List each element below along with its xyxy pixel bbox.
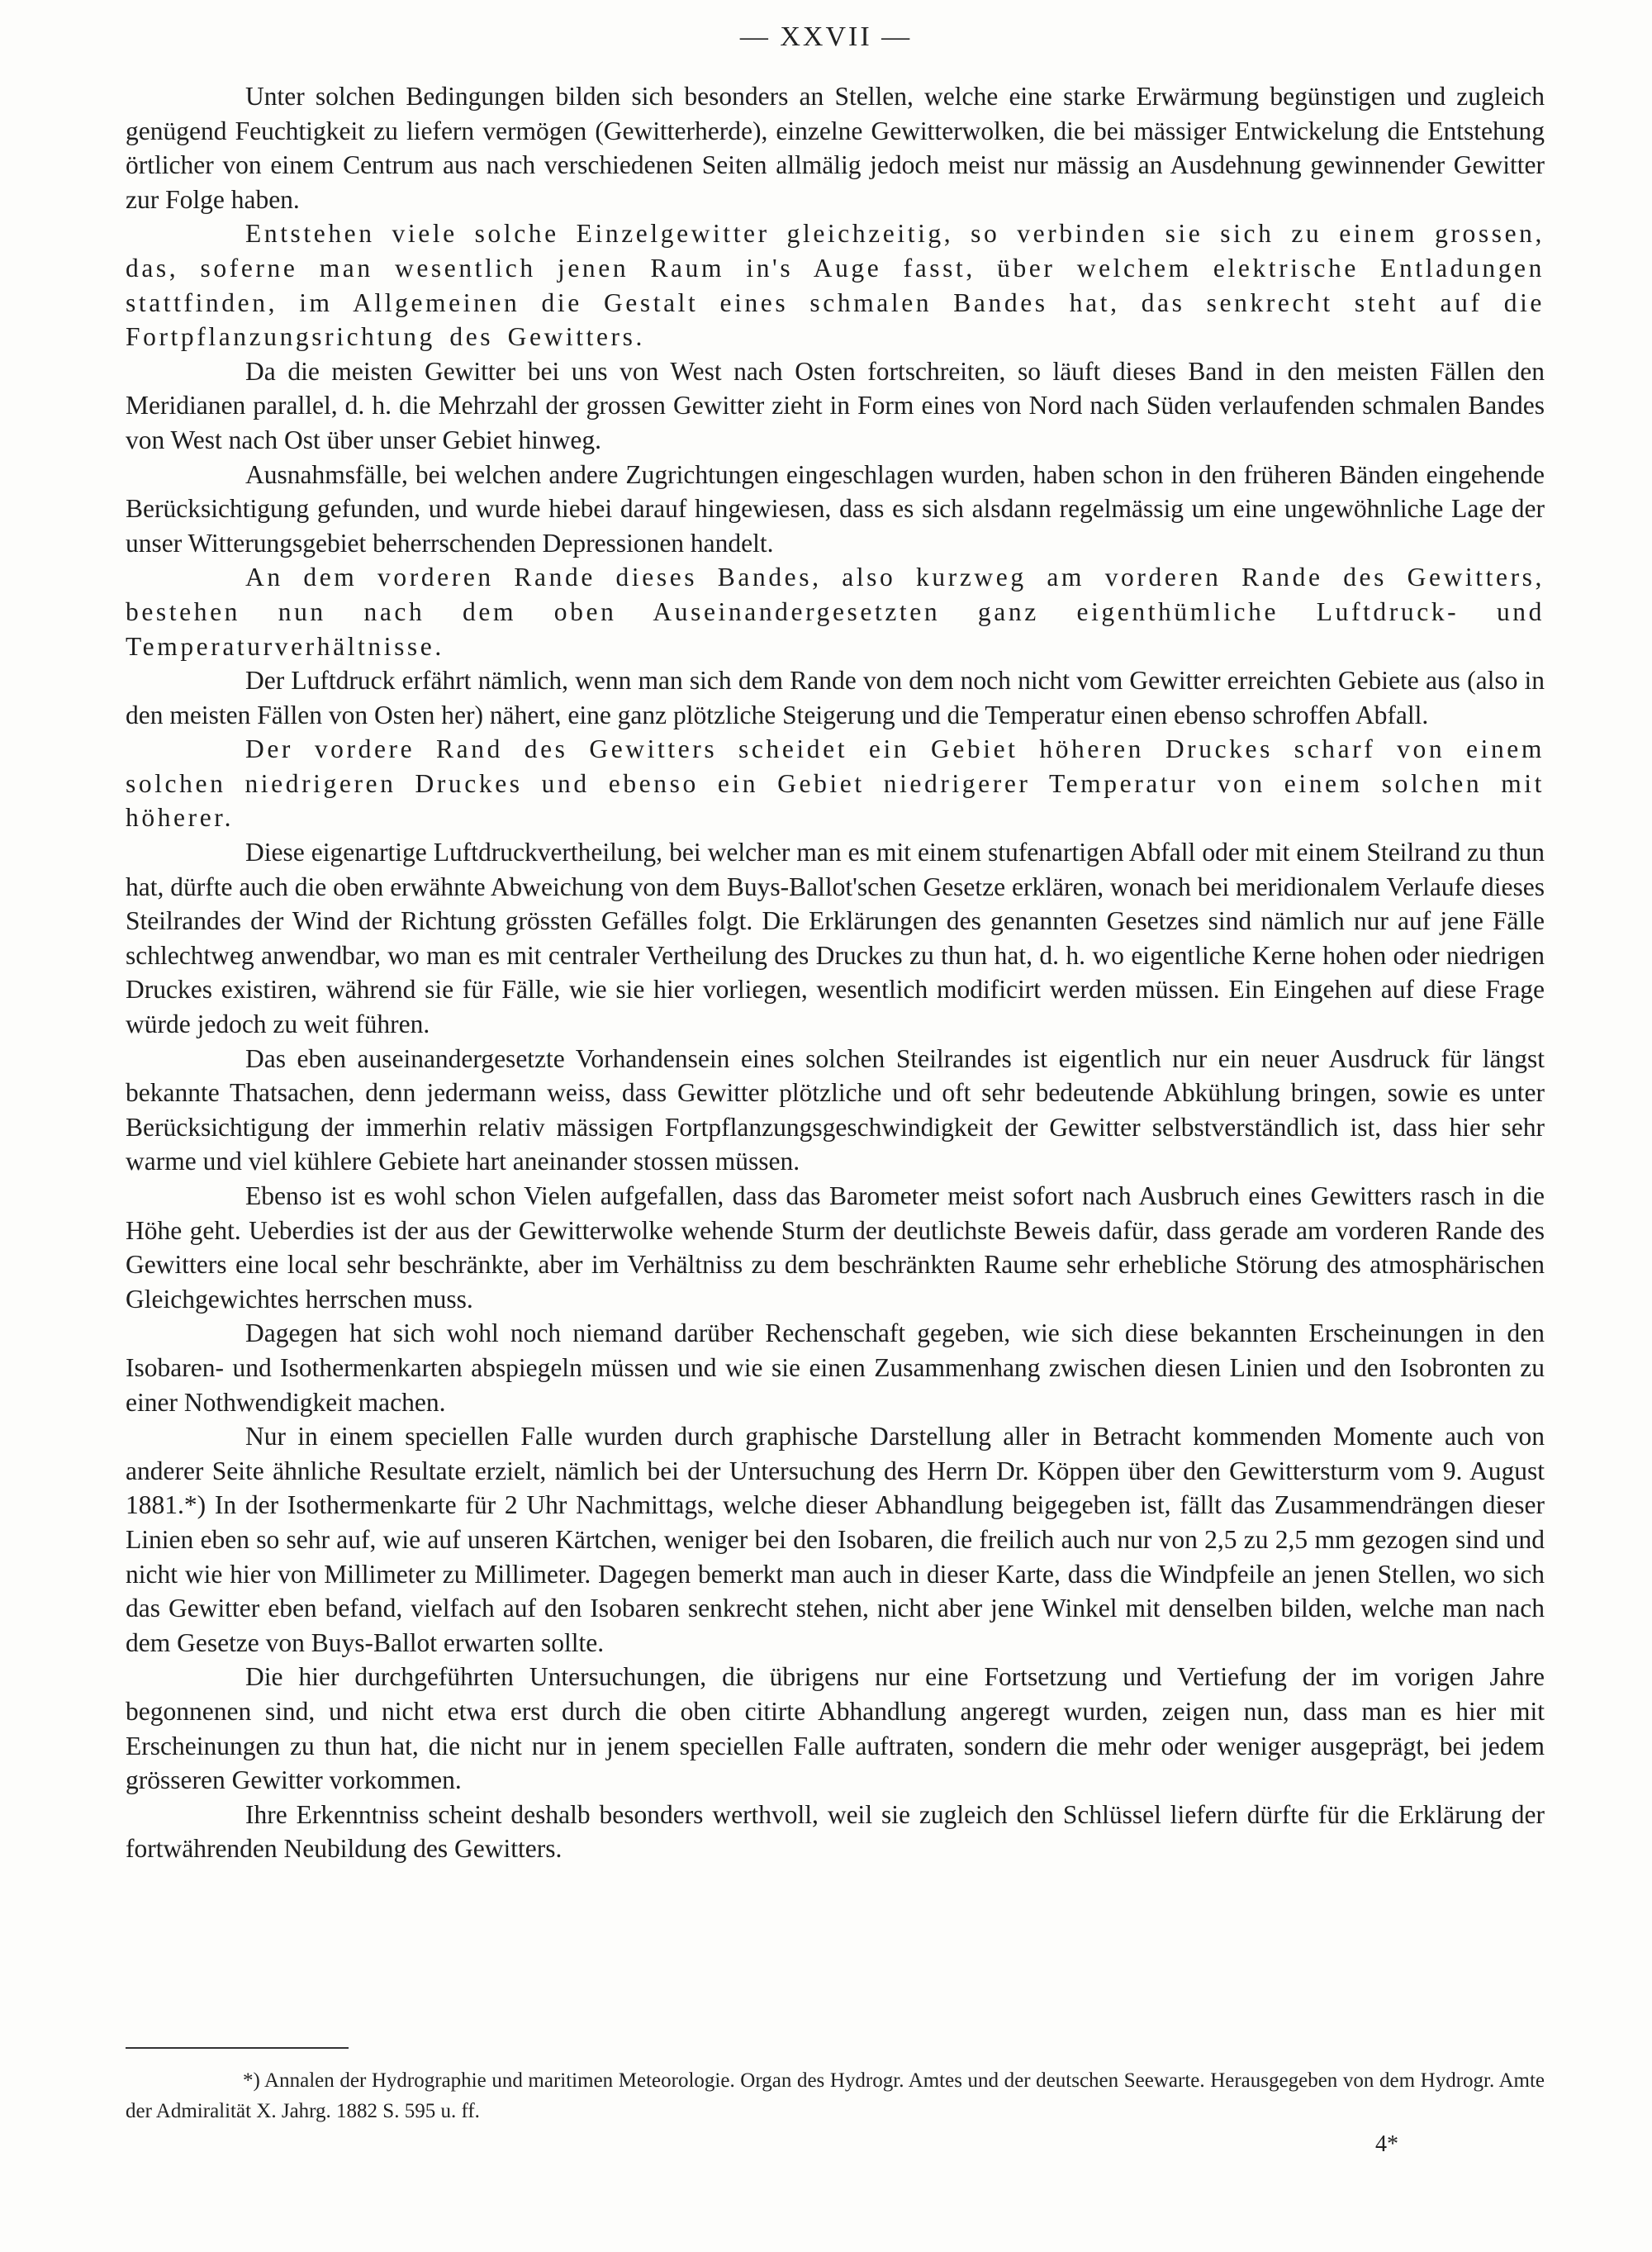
paragraph-10: Ebenso ist es wohl schon Vielen aufgefallen, dass das Barometer meist sofort nach Ausbruch eines Gewitters rasch in die Höhe geht. Ueberdies ist der aus der Gewitterwolke wehende Sturm der deutlichste Beweis dafür, dass gerade am vorderen Rande des Gewitters eine local sehr beschränkte, aber im Verhältniss zu dem beschränkten Raume sehr erhebliche Störung des atmosphärischen Gleichgewichtes herrschen muss. [126,1181,1545,1314]
page-number-header: — XXVII — [739,21,913,52]
paragraph-13: Die hier durchgeführten Untersuchungen, die übrigens nur eine Fortsetzung und Vertiefung der im vorigen Jahre begonnenen sind, und nicht etwa erst durch die oben citirte Abhandlung angeregt wurden, zeigen nun, dass man es hier mit Erscheinungen zu thun hat, die nicht nur in jenem speciellen Falle auftraten, sondern die mehr oder weniger ausgeprägt, bei jedem grösseren Gewitter vorkommen. [126,1662,1545,1795]
paragraph-7: Der vordere Rand des Gewitters scheidet ein Gebiet höheren Druckes scharf von einem solchen niedrigeren Druckes und ebenso ein Gebiet niedrigerer Temperatur von einem solchen mit höherer. [126,734,1545,833]
paragraph-8: Diese eigenartige Luftdruckvertheilung, bei welcher man es mit einem stufenartigen Abfall oder mit einem Steilrand zu thun hat, dürfte auch die oben erwähnte Abweichung von dem Buys-Ballot'schen Gesetze erklären, wonach bei meridionalem Verlaufe dieses Steilrandes der Wind der Richtung grössten Gefälles folgt. Die Erklärungen des genannten Gesetzes sind nämlich nur auf jene Fälle schlechtweg anwendbar, wo man es mit centraler Vertheilung des Druckes zu thun hat, d. h. wo eigentliche Kerne hohen oder niedrigen Druckes existiren, während sie für Fälle, wie sie hier vorliegen, wesentlich modificirt werden müssen. Ein Eingehen auf diese Frage würde jedoch zu weit führen. [126,838,1545,1039]
footnote-divider [126,2047,349,2049]
footnote [126,2065,1545,2126]
paragraph-14: Ihre Erkenntniss scheint deshalb besonders werthvoll, weil sie zugleich den Schlüssel liefern dürfte für die Erklärung der fortwährenden Neubildung des Gewitters. [126,1799,1545,1864]
paragraph-4: Ausnahmsfälle, bei welchen andere Zugrichtungen eingeschlagen wurden, haben schon in den früheren Bänden eingehende Berücksichtigung gefunden, und wurde hiebei darauf hingewiesen, dass es sich alsdann regelmässig um eine ungewöhnliche Lage der unser Witterungsgebiet beherrschenden Depressionen handelt. [126,459,1545,558]
paragraph-1: Unter solchen Bedingungen bilden sich besonders an Stellen, welche eine starke Erwärmung begünstigen und zugleich genügend Feuchtigkeit zu liefern vermögen (Gewitterherde), einzelne Gewitterwolken, die bei mässiger Entwickelung die Entstehung örtlicher von einem Centrum aus nach verschiedenen Seiten allmälig jedoch meist nur mässig an Ausdehnung gewinnender Gewitter zur Folge haben. [126,82,1545,214]
signature-mark: 4* [1375,2131,1398,2157]
footnote-text: *) Annalen der Hydrographie und maritimen Meteorologie. Organ des Hydrogr. Amtes und der deutschen Seewarte. Herausgegeben von dem Hydrogr. Amte der Admiralität X. Jahrg. 1882 S. 595 u. ff. [126,2069,1545,2122]
paragraph-11: Dagegen hat sich wohl noch niemand darüber Rechenschaft gegeben, wie sich diese bekannten Erscheinungen in den Isobaren- und Isothermenkarten abspiegeln müssen und wie sie einen Zusammenhang zwischen diesen Linien und den Isobronten zu einer Nothwendigkeit machen. [126,1318,1545,1417]
paragraph-2: Entstehen viele solche Einzelgewitter gleichzeitig, so verbinden sie sich zu einem grossen, das, soferne man wesentlich jenen Raum in's Auge fasst, über welchem elektrische Entladungen stattfinden, im Allgemeinen die Gestalt eines schmalen Bandes hat, das senkrecht steht auf die Fortpflanzungsrichtung des Gewitters. [126,219,1545,352]
body-text [126,79,1545,1866]
paragraph-5: An dem vorderen Rande dieses Bandes, also kurzweg am vorderen Rande des Gewitters, bestehen nun nach dem oben Auseinandergesetzten ganz eigenthümliche Luftdruck- und Temperaturverhältnisse. [126,563,1545,661]
paragraph-9: Das eben auseinandergesetzte Vorhandensein eines solchen Steilrandes ist eigentlich nur ein neuer Ausdruck für längst bekannte Thatsachen, denn jedermann weiss, dass Gewitter plötzliche und oft sehr bedeutende Abkühlung bringen, sowie es unter Berücksichtigung der immerhin relativ mässigen Fortpflanzungsgeschwindigkeit der Gewitter selbstverständlich ist, dass hier sehr warme und viel kühlere Gebiete hart aneinander stossen müssen. [126,1043,1545,1176]
paragraph-6: Der Luftdruck erfährt nämlich, wenn man sich dem Rande von dem noch nicht vom Gewitter erreichten Gebiete aus (also in den meisten Fällen von Osten her) nähert, eine ganz plötzliche Steigerung und die Temperatur einen ebenso schroffen Abfall. [126,666,1545,729]
paragraph-3: Da die meisten Gewitter bei uns von West nach Osten fortschreiten, so läuft dieses Band in den meisten Fällen den Meridianen parallel, d. h. die Mehrzahl der grossen Gewitter zieht in Form eines von Nord nach Süden verlaufenden schmalen Bandes von West nach Ost über unser Gebiet hinweg. [126,356,1545,454]
paragraph-12: Nur in einem speciellen Falle wurden durch graphische Darstellung aller in Betracht kommenden Momente auch von anderer Seite ähnliche Resultate erzielt, nämlich bei der Untersuchung des Herrn Dr. Köppen über den Gewittersturm vom 9. August 1881.*) In der Isothermenkarte für 2 Uhr Nachmittags, welche dieser Abhandlung beigegeben ist, fällt das Zusammendrängen dieser Linien eben so sehr auf, wie auf unseren Kärtchen, weniger bei den Isobaren, die freilich auch nur von 2,5 zu 2,5 mm gezogen sind und nicht wie hier von Millimeter zu Millimeter. Dagegen bemerkt man auch in dieser Karte, dass die Windpfeile an jenen Stellen, wo sich das Gewitter eben befand, vielfach auf den Isobaren senkrecht stehen, nicht aber jene Winkel mit denselben bilden, welche man nach dem Gesetze von Buys-Ballot erwarten sollte. [126,1422,1545,1657]
